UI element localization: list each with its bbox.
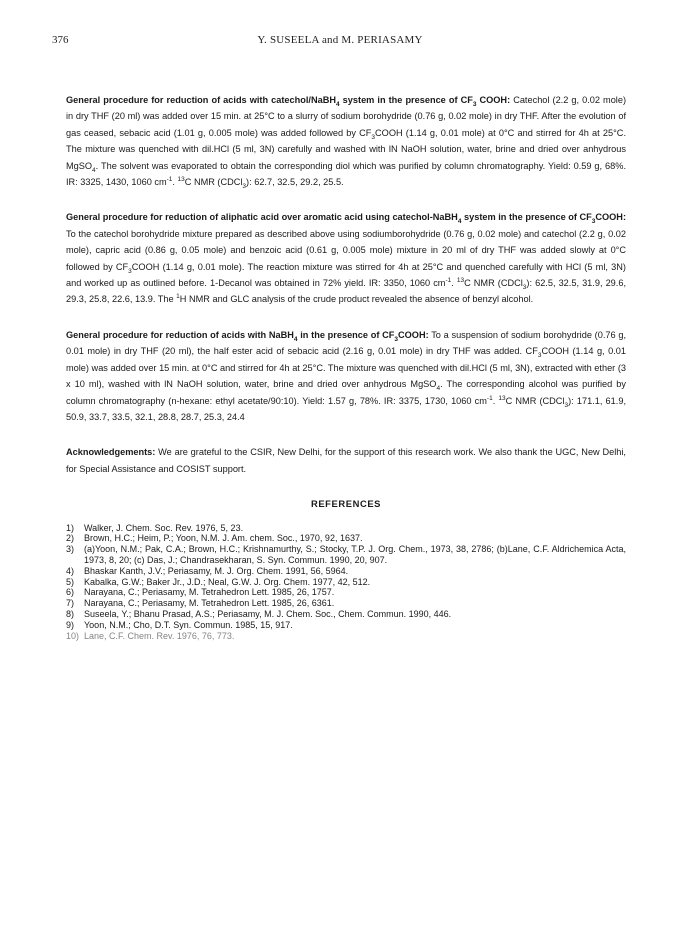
procedure-paragraph-1: General procedure for reduction of acids with catechol/NaBH$_4$ system in the presence of $CF_3$ COOH: Catechol (2.2 g, 0.02 mole) in dry THF (20 ml) was added over 15 min. at 25°C to a slurry of sodium borohydride (0.76 g, 0.02 mole) in dry THF. After the evolution of gas ceased, sebacic acid (1.01 g, 0.005 mole) was added followed by $CF_3COOH$ (1.14 g, 0.01 mole) at 0°C and stirred for 4h at 25°C. The mixture was quenched with dil.HCl (5 ml, 3N) carefully and washed with lN NaOH solution, water, brine and dried over anhydrous MgSO$_4$. The solvent was evaporated to obtain the corresponding diol which was purified by column chromatography. Yield: 0.59 g, 68%. IR: 3325, 1430, 1060 $cm^{-1}$. $^{13}$C NMR (CDCl$_3$): 62.7, 32.5, 29.2, 25.5.: [66, 95, 627, 190]
reference-item: 3) (a)Yoon, N.M.; Pak, C.A.; Brown, H.C.; Krishnamurthy, S.; Stocky, T.P. J. Org. Chem., 1973, 38, 2786; (b)Lane, C.F. Aldrichemica Acta, 1973, 8, 20; (c) Das, J.; Chandrasekharan, S. Syn. Commun. 1990, 20, 907.: [66, 544, 626, 565]
reference-item: 5) Kabalka, G.W.; Baker Jr., J.D.; Neal, G.W. J. Org. Chem. 1977, 42, 512.: [66, 576, 371, 587]
reference-item: 4) Bhaskar Kanth, J.V.; Periasamy, M. J. Org. Chem. 1991, 56, 5964.: [66, 565, 349, 576]
reference-item: 10) Lane, C.F. Chem. Rev. 1976, 76, 773.: [66, 630, 235, 641]
acknowledgements-text: We are grateful to the CSIR, New Delhi, for the support of this research work. We also thank the UGC, New Delhi, for Special Assistance and COSIST support.: [66, 447, 626, 474]
reference-item: 1) Walker, J. Chem. Soc. Rev. 1976, 5, 23.: [66, 522, 244, 533]
reference-item: 6) Narayana, C.; Periasamy, M. Tetrahedron Lett. 1985, 26, 1757.: [66, 587, 335, 598]
reference-item: 8) Suseela, Y.; Bhanu Prasad, A.S.; Periasamy, M. J. Chem. Soc., Chem. Commun. 1990, 446.: [66, 608, 452, 619]
acknowledgements-paragraph: [66, 444, 626, 477]
page-number: 376: [52, 34, 69, 46]
procedure-heading-3: General procedure for reduction of acids with NaBH$_4$ in the presence of $CF_3COOH$:: [66, 329, 429, 343]
acknowledgements-heading: Acknowledgements:: [66, 447, 156, 458]
article-body: [66, 92, 626, 641]
reference-item: 2) Brown, H.C.; Heim, P.; Yoon, N.M. J. Am. chem. Soc., 1970, 92, 1637.: [66, 533, 363, 544]
references-list: [66, 523, 626, 642]
running-title: Y. SUSEELA and M. PERIASAMY: [257, 34, 423, 46]
procedure-heading-2: General procedure for reduction of aliphatic acid over aromatic acid using catechol-NaBH$_4$ system in the presence of $CF_3COOH$:: [66, 212, 626, 226]
page-header: [52, 34, 628, 50]
procedure-paragraph-3: General procedure for reduction of acids with NaBH$_4$ in the presence of $CF_3COOH$: To a suspension of sodium borohydride (0.76 g, 0.01 mole) in dry THF (20 ml), the half ester acid of sebacic acid (2.16 g, 0.01 mole) in dry THF was added. $CF_3COOH$ (1.14 g, 0.01 mole) was added over 15 min. at 0°C and stirred for 4h at 25°C. The mixture was quenched with dil.HCl (5 ml, 3N), extracted with ether (3 x 10 ml), washed with lN NaOH solution, water, brine and dried over anhydrous MgSO$_4$. The corresponding alcohol was purified by column chromatography (n-hexane: ethyl acetate/90:10). Yield: 1.57 g, 78%. IR: 3375, 1730, 1060 $cm^{-1}$. $^{13}$C NMR (CDCl$_3$): 171.1, 61.9, 50.9, 33.7, 33.5, 32.1, 28.8, 28.7, 25.3, 24.4: [66, 329, 626, 422]
procedure-paragraph-2: General procedure for reduction of aliphatic acid over aromatic acid using catechol-NaBH$_4$ system in the presence of $CF_3COOH$: To the catechol borohydride mixture prepared as described above using sodiumborohydride (0.76 g, 0.02 mole) and catechol (2.2 g, 0.02 mole), capric acid (0.86 g, 0.05 mole) and benzoic acid (0.61 g, 0.005 mole) mixture in 20 ml of dry THF was added slowly at 0°C followed by $CF_3COOH$ (1.14 g, 0.01 mole). The reaction mixture was stirred for 4h at 25°C and quenched carefully with HCl (5 ml, 3N) and worked up as outlined before. 1-Decanol was obtained in 72% yield. IR: 3350, 1060 $cm^{-1}$. $^{13}$C NMR (CDCl$_3$): 62.5, 32.5, 31.9, 29.6, 29.3, 25.8, 22.6, 13.9. The $^1$H NMR and GLC analysis of the crude product revealed the absence of benzyl alcohol.: [66, 212, 626, 305]
reference-item: 9) Yoon, N.M.; Cho, D.T. Syn. Commun. 1985, 15, 917.: [66, 619, 293, 630]
procedure-heading-1: General procedure for reduction of acids with catechol/NaBH$_4$ system in the presence of $CF_3$ COOH:: [66, 95, 511, 108]
reference-item: 7) Narayana, C.; Periasamy, M. Tetrahedron Lett. 1985, 26, 6361.: [66, 598, 335, 609]
references-heading: REFERENCES: [310, 498, 382, 510]
